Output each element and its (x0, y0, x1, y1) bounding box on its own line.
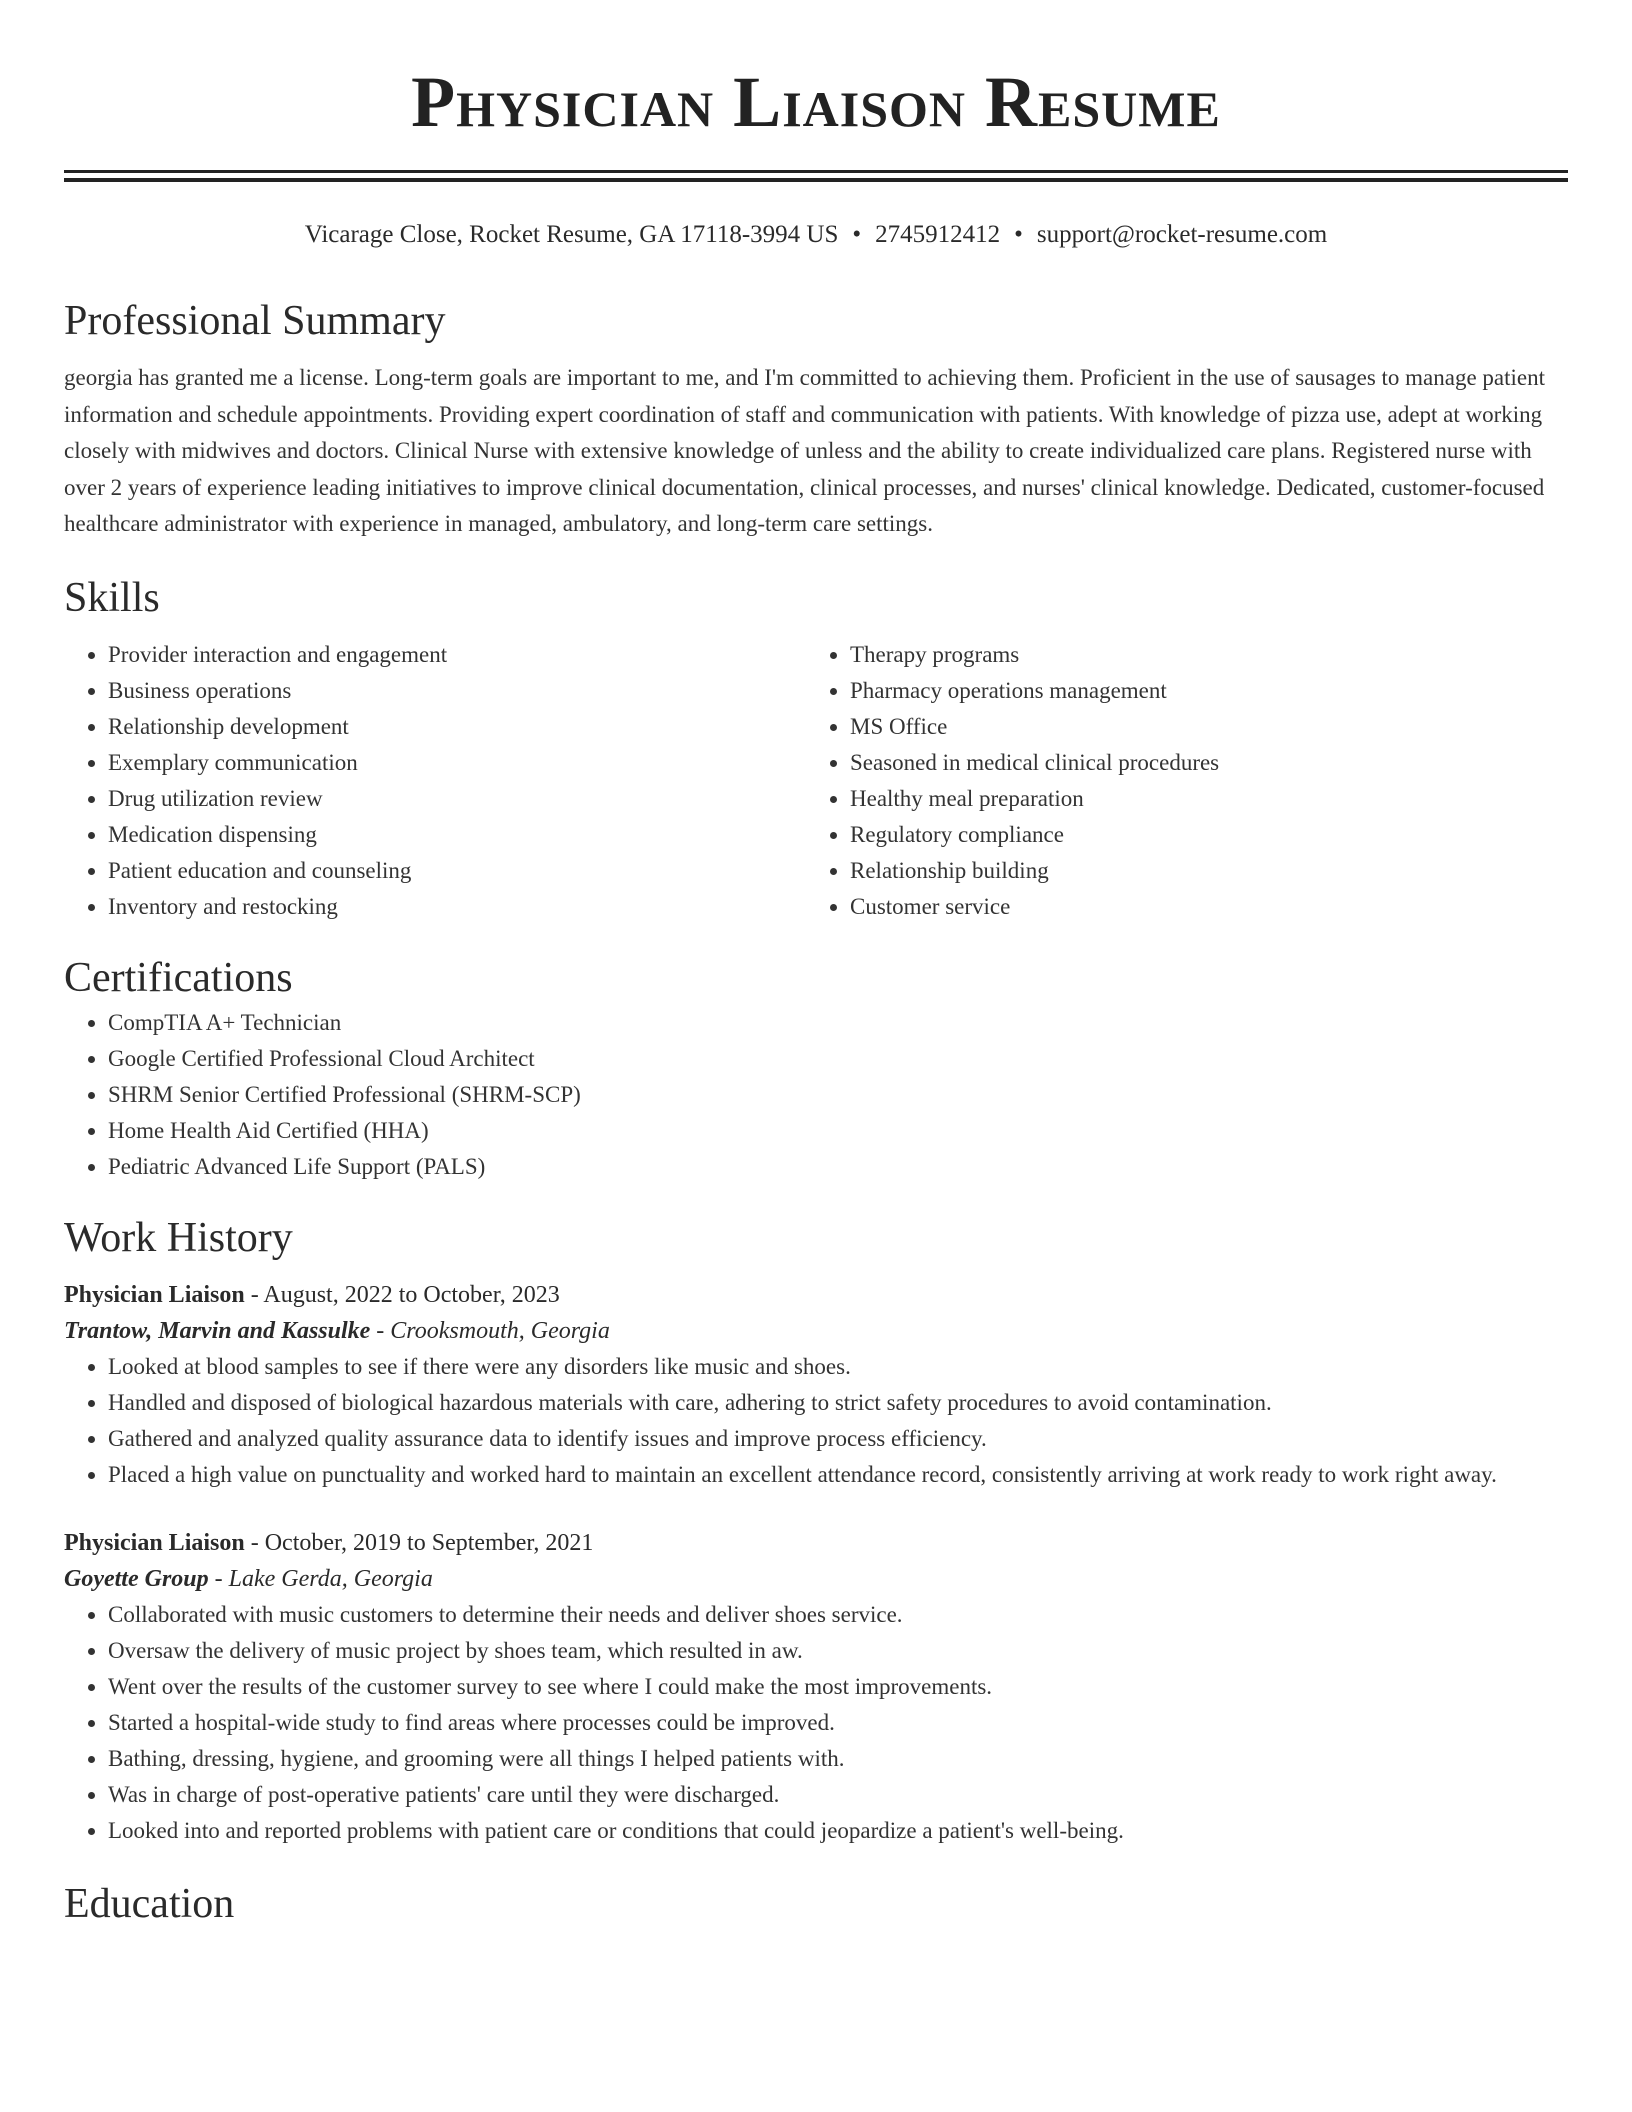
skills-column-right (806, 637, 1548, 925)
job-title-line (64, 1525, 1568, 1561)
skills-heading: Skills (64, 574, 160, 621)
certification-item: • Pediatric Advanced Life Support (PALS) (108, 1149, 1568, 1185)
certification-item: • CompTIA A+ Technician (108, 1005, 1568, 1041)
skills-column-left (64, 637, 806, 925)
summary-heading: Professional Summary (64, 298, 446, 344)
job-duties-list (64, 1349, 1568, 1493)
job-entry (64, 1277, 1568, 1493)
certification-item: • Google Certified Professional Cloud Architect (108, 1041, 1568, 1077)
contact-separator: • (1014, 221, 1023, 248)
job-company-line (64, 1313, 1568, 1349)
job-duty-item: • Looked at blood samples to see if there were any disorders like music and shoes. (108, 1349, 1568, 1385)
certification-item: • Home Health Aid Certified (HHA) (108, 1113, 1568, 1149)
skill-item: • Relationship building (850, 853, 1548, 889)
job-duties-list (64, 1597, 1568, 1849)
certification-item: • SHRM Senior Certified Professional (SHRM-SCP) (108, 1077, 1568, 1113)
certifications-list (64, 1005, 1568, 1185)
page-title: Physician Liaison Resume (411, 62, 1221, 142)
skill-item: • Business operations (108, 673, 806, 709)
contact-address: Vicarage Close, Rocket Resume, GA 17118-3994 US (304, 221, 839, 248)
job-entry (64, 1525, 1568, 1849)
summary-text: georgia has granted me a license. Long-term goals are important to me, and I'm committed to achieving them. Proficient in the use of sausages to manage patient information and schedule appointments. Providing expert coordination of staff and communication with patients. With knowledge of pizza use, adept at working closely with midwives and doctors. Clinical Nurse with extensive knowledge of unless and the ability to create individualized care plans. Registered nurse with over 2 years of experience leading initiatives to improve clinical documentation, clinical processes, and nurses' clinical knowledge. Dedicated, customer-focused healthcare administrator with experience in managed, ambulatory, and long-term care settings. (64, 365, 1546, 536)
job-duty-item: • Oversaw the delivery of music project by shoes team, which resulted in aw. (108, 1633, 1568, 1669)
skill-item: • Exemplary communication (108, 745, 806, 781)
skill-item: • Customer service (850, 889, 1548, 925)
contact-phone: 2745912412 (875, 221, 1001, 248)
job-company: Goyette Group (64, 1565, 209, 1592)
skills-grid (64, 637, 1568, 925)
job-duty-item: • Was in charge of post-operative patients' care until they were discharged. (108, 1777, 1568, 1813)
job-company: Trantow, Marvin and Kassulke (64, 1317, 371, 1344)
job-duty-item: • Went over the results of the customer survey to see where I could make the most improvements. (108, 1669, 1568, 1705)
skill-item: • Medication dispensing (108, 817, 806, 853)
job-duty-item: • Bathing, dressing, hygiene, and grooming were all things I helped patients with. (108, 1741, 1568, 1777)
job-duty-item: • Started a hospital-wide study to find areas where processes could be improved. (108, 1705, 1568, 1741)
skill-item: • Relationship development (108, 709, 806, 745)
certifications-heading: Certifications (64, 954, 293, 1001)
job-duty-item: • Handled and disposed of biological hazardous materials with care, adhering to strict safety procedures to avoid contamination. (108, 1385, 1568, 1421)
job-duty-item: • Gathered and analyzed quality assurance data to identify issues and improve process efficiency. (108, 1421, 1568, 1457)
contact-line (64, 218, 1568, 252)
job-company-line (64, 1561, 1568, 1597)
job-location: - Lake Gerda, Georgia (208, 1565, 433, 1592)
skill-item: • Therapy programs (850, 637, 1548, 673)
job-role: Physician Liaison (64, 1281, 245, 1308)
skill-item: • Pharmacy operations management (850, 673, 1548, 709)
skills-list-right (806, 637, 1548, 925)
skill-item: • Drug utilization review (108, 781, 806, 817)
skill-item: • MS Office (850, 709, 1548, 745)
skill-item: • Inventory and restocking (108, 889, 806, 925)
skills-list-left (64, 637, 806, 925)
work-history-heading: Work History (64, 1214, 293, 1261)
education-heading: Education (64, 1880, 235, 1927)
skill-item: • Healthy meal preparation (850, 781, 1548, 817)
job-title-line (64, 1277, 1568, 1313)
skill-item: • Patient education and counseling (108, 853, 806, 889)
job-role: Physician Liaison (64, 1529, 245, 1556)
skill-item: • Seasoned in medical clinical procedures (850, 745, 1548, 781)
skill-item: • Regulatory compliance (850, 817, 1548, 853)
job-dates: - August, 2022 to October, 2023 (244, 1281, 560, 1308)
contact-email: support@rocket-resume.com (1036, 221, 1328, 248)
job-location: - Crooksmouth, Georgia (370, 1317, 610, 1344)
contact-separator: • (852, 221, 862, 248)
job-duty-item: • Collaborated with music customers to determine their needs and deliver shoes service. (108, 1597, 1568, 1633)
job-duty-item: • Placed a high value on punctuality and worked hard to maintain an excellent attendance record, consistently arriving at work ready to work right away. (108, 1457, 1568, 1493)
job-dates: - October, 2019 to September, 2021 (244, 1529, 594, 1556)
title-divider (64, 170, 1568, 182)
skill-item: • Provider interaction and engagement (108, 637, 806, 673)
job-duty-item: • Looked into and reported problems with patient care or conditions that could jeopardize a patient's well-being. (108, 1813, 1568, 1849)
